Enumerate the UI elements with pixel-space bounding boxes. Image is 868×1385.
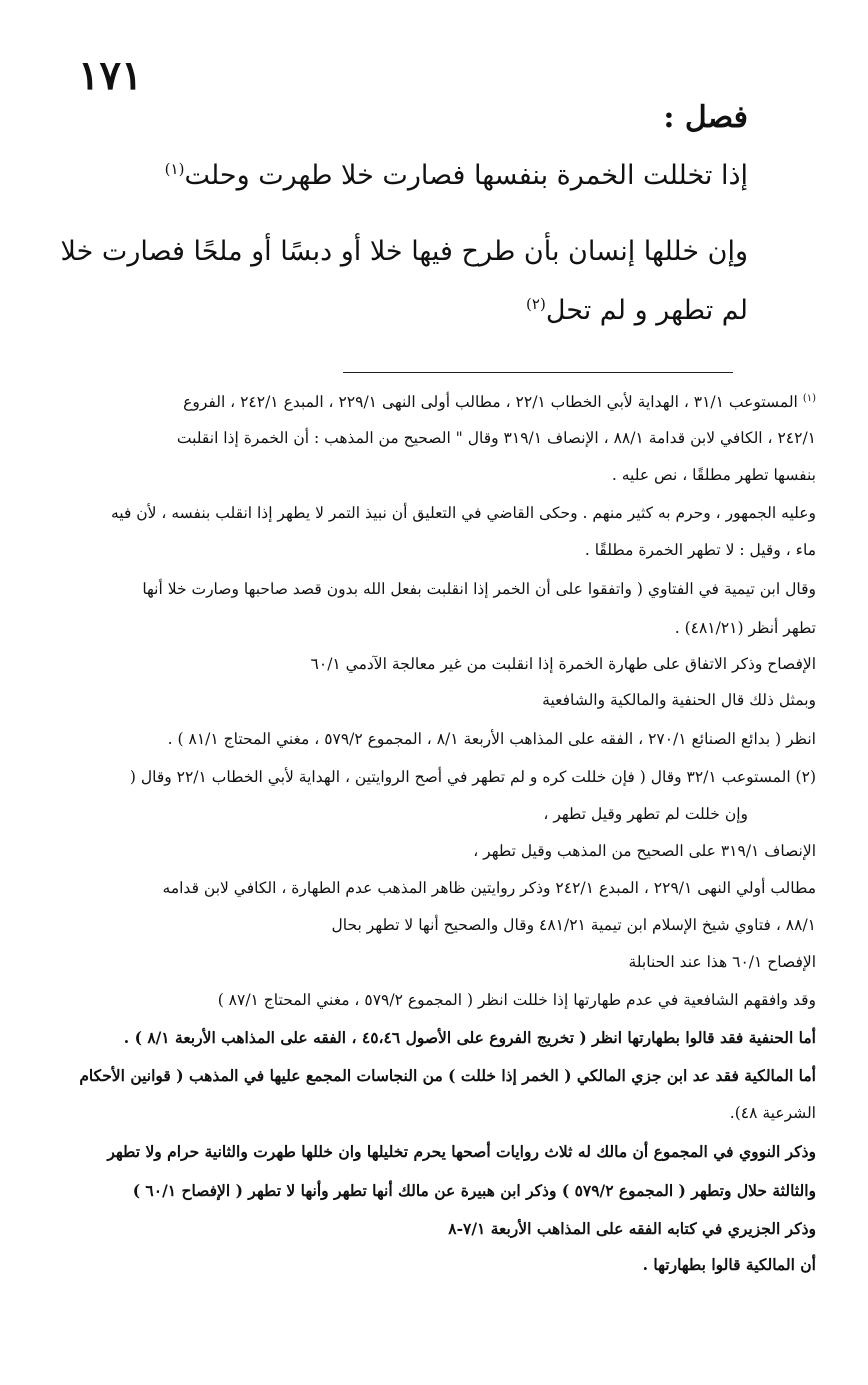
footnote-line: الإنصاف ٣١٩/١ على الصحيح من المذهب وقيل تطهر ، [473, 842, 816, 860]
main-text-line-1-content: إذا تخللت الخمرة بنفسها فصارت خلا طهرت وحلت [184, 160, 748, 191]
section-heading: فصل : [663, 100, 748, 135]
main-text-line-3 [526, 295, 748, 326]
footnote-line: وقد وافقهم الشافعية في عدم طهارتها إذا خللت انظر ( المجموع ٥٧٩/٢ ، مغني المحتاج ٨٧/١ ) [217, 991, 816, 1009]
main-text-line-3-content: لم تطهر و لم تحل [545, 295, 748, 326]
footnote-line: وبمثل ذلك قال الحنفية والمالكية والشافعية [542, 691, 816, 709]
footnote-1-marker: (١) [802, 393, 816, 404]
footnote-line: ماء ، وقيل : لا تطهر الخمرة مطلقًا . [584, 541, 816, 559]
footnote-ref-1: (١) [164, 160, 185, 178]
footnote-line-text: المستوعب ٣١/١ ، الهداية لأبي الخطاب ٢٢/١ ، مطالب أولى النهى ٢٢٩/١ ، المبدع ٢٤٢/١ ، الفروع [183, 393, 798, 412]
footnote-separator [343, 372, 733, 373]
footnote-line: أن المالكية قالوا بطهارتها . [642, 1255, 816, 1274]
footnote-line: ٨٨/١ ، فتاوي شيخ الإسلام ابن تيمية ٤٨١/٢١ وقال والصحيح أنها لا تطهر بحال [331, 916, 816, 934]
main-text-line-2: وإن خللها إنسان بأن طرح فيها خلا أو دبسًا أو ملحًا فصارت خلا [60, 236, 748, 267]
footnote-line: (٢) المستوعب ٣٢/١ وقال ( فإن خللت كره و لم تطهر في أصح الروايتين ، الهداية لأبي الخطاب ٢٢/١ وقال ( [129, 768, 816, 786]
footnote-line: الإفصاح ٦٠/١ هذا عند الحنابلة [628, 953, 816, 971]
footnote-ref-2: (٢) [526, 295, 546, 313]
main-text-line-1 [165, 160, 748, 191]
footnote-line: وإن خللت لم تطهر وقيل تطهر ، [543, 805, 748, 823]
footnote-line: الشرعية ٤٨). [729, 1104, 816, 1122]
page-number: ١٧١ [78, 52, 143, 99]
footnote-line: تطهر أنظر (٤٨١/٢١) . [674, 619, 816, 637]
footnote-line: بنفسها تطهر مطلقًا ، نص عليه . [611, 466, 816, 484]
footnote-line: وقال ابن تيمية في الفتاوي ( واتفقوا على أن الخمر إذا انقلبت بفعل الله بدون قصد صاحبها وصارت خلا أنها [142, 580, 816, 598]
footnote-line: وذكر الجزيري في كتابه الفقه على المذاهب الأربعة ٧/١-٨ [448, 1219, 816, 1238]
footnote-line: مطالب أولي النهى ٢٢٩/١ ، المبدع ٢٤٢/١ وذكر روايتين ظاهر المذهب عدم الطهارة ، الكافي لابن قدامه [162, 879, 816, 897]
footnote-line: أما الحنفية فقد قالوا بطهارتها انظر ( تخريج الفروع على الأصول ٤٥،٤٦ ، الفقه على المذاهب الأربعة ٨/١ ) . [123, 1028, 816, 1047]
footnote-line: وعليه الجمهور ، وحرم به كثير منهم . وحكى القاضي في التعليق أن نبيذ التمر لا يطهر إذا انقلب بنفسه ، لأن فيه [110, 504, 816, 522]
footnote-line: ٢٤٢/١ ، الكافي لابن قدامة ٨٨/١ ، الإنصاف ٣١٩/١ وقال " الصحيح من المذهب : أن الخمرة إذا انقلبت [176, 429, 816, 447]
footnote-line: انظر ( بدائع الصنائع ٢٧٠/١ ، الفقه على المذاهب الأربعة ٨/١ ، المجموع ٥٧٩/٢ ، مغني المحتاج ٨١/١ ) . [167, 730, 816, 748]
footnote-line: وذكر النووي في المجموع أن مالك له ثلاث روايات أصحها يحرم تخليلها وان خللها طهرت والثانية حرام ولا تطهر [107, 1142, 816, 1161]
footnote-line: أما المالكية فقد عد ابن جزي المالكي ( الخمر إذا خللت ) من النجاسات المجمع عليها في المذهب ( قوانين الأحكام [79, 1066, 816, 1085]
footnote-line: الإفصاح وذكر الاتفاق على طهارة الخمرة إذا انقلبت من غير معالجة الآدمي ٦٠/١ [310, 655, 816, 673]
footnote-line: والثالثة حلال وتطهر ( المجموع ٥٧٩/٢ ) وذكر ابن هبيرة عن مالك أنها تطهر وأنها لا تطهر ( الإفصاح ٦٠/١ ) [132, 1181, 816, 1200]
footnote-line [183, 393, 816, 411]
